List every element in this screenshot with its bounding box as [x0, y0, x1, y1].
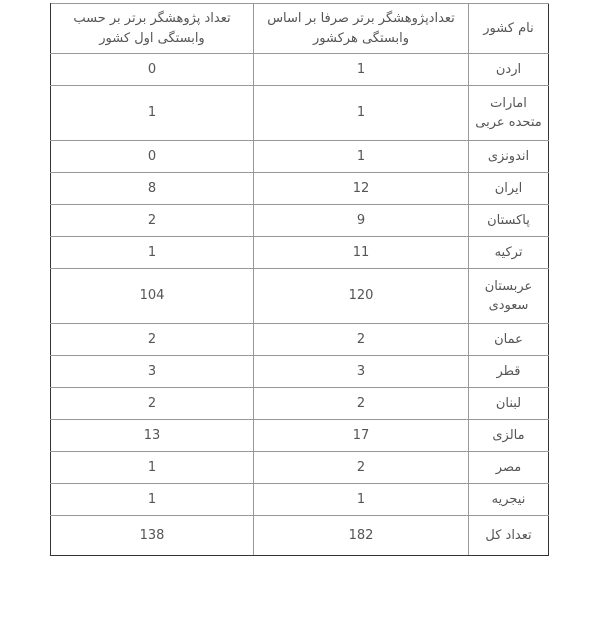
- any-affiliation-count-cell: 1: [254, 141, 469, 173]
- first-affiliation-count-cell: 2: [51, 205, 254, 237]
- first-affiliation-count-cell: 0: [51, 141, 254, 173]
- total-label-cell: تعداد کل: [469, 516, 549, 556]
- table-row: [51, 324, 549, 356]
- any-affiliation-count-cell: 17: [254, 420, 469, 452]
- any-affiliation-count-cell: 2: [254, 452, 469, 484]
- country-cell: عمان: [469, 324, 549, 356]
- country-cell: ترکیه: [469, 237, 549, 269]
- header-count-by-any-affiliation: تعدادپژوهشگر برتر صرفا بر اساس وابستگی هرکشور: [254, 4, 469, 54]
- country-cell: ایران: [469, 173, 549, 205]
- first-affiliation-count-cell: 1: [51, 86, 254, 141]
- any-affiliation-count-cell: 12: [254, 173, 469, 205]
- first-affiliation-count-cell: 104: [51, 269, 254, 324]
- any-affiliation-count-cell: 2: [254, 388, 469, 420]
- first-affiliation-count-cell: 2: [51, 324, 254, 356]
- country-cell: قطر: [469, 356, 549, 388]
- header-count-by-first-affiliation: تعداد پژوهشگر برتر بر حسب وابستگی اول کشور: [51, 4, 254, 54]
- country-cell: امارات متحده عربی: [469, 86, 549, 141]
- first-affiliation-count-cell: 3: [51, 356, 254, 388]
- country-cell: اردن: [469, 54, 549, 86]
- first-affiliation-count-cell: 1: [51, 237, 254, 269]
- table-row: [51, 388, 549, 420]
- country-cell: مصر: [469, 452, 549, 484]
- any-affiliation-count-cell: 1: [254, 86, 469, 141]
- any-affiliation-count-cell: 2: [254, 324, 469, 356]
- table-row: [51, 173, 549, 205]
- any-affiliation-count-cell: 3: [254, 356, 469, 388]
- any-affiliation-count-cell: 1: [254, 54, 469, 86]
- table-row: [51, 237, 549, 269]
- header-country-name: نام کشور: [469, 4, 549, 54]
- first-affiliation-count-cell: 1: [51, 484, 254, 516]
- table-row: [51, 452, 549, 484]
- any-affiliation-count-cell: 11: [254, 237, 469, 269]
- table-row: [51, 356, 549, 388]
- header-row: [51, 4, 549, 54]
- table-row: [51, 269, 549, 324]
- country-cell: اندونزی: [469, 141, 549, 173]
- total-any-affiliation-cell: 182: [254, 516, 469, 556]
- first-affiliation-count-cell: 13: [51, 420, 254, 452]
- table-row: [51, 420, 549, 452]
- first-affiliation-count-cell: 1: [51, 452, 254, 484]
- country-cell: مالزی: [469, 420, 549, 452]
- table-row: [51, 141, 549, 173]
- first-affiliation-count-cell: 8: [51, 173, 254, 205]
- first-affiliation-count-cell: 2: [51, 388, 254, 420]
- total-first-affiliation-cell: 138: [51, 516, 254, 556]
- any-affiliation-count-cell: 9: [254, 205, 469, 237]
- any-affiliation-count-cell: 1: [254, 484, 469, 516]
- data-table: [50, 3, 549, 556]
- table-row: [51, 205, 549, 237]
- country-cell: پاکستان: [469, 205, 549, 237]
- top-researchers-by-country-table: [50, 3, 549, 556]
- first-affiliation-count-cell: 0: [51, 54, 254, 86]
- country-cell: عربستان سعودی: [469, 269, 549, 324]
- total-row: [51, 516, 549, 556]
- table-row: [51, 54, 549, 86]
- table-row: [51, 86, 549, 141]
- country-cell: لبنان: [469, 388, 549, 420]
- table-row: [51, 484, 549, 516]
- any-affiliation-count-cell: 120: [254, 269, 469, 324]
- country-cell: نیجریه: [469, 484, 549, 516]
